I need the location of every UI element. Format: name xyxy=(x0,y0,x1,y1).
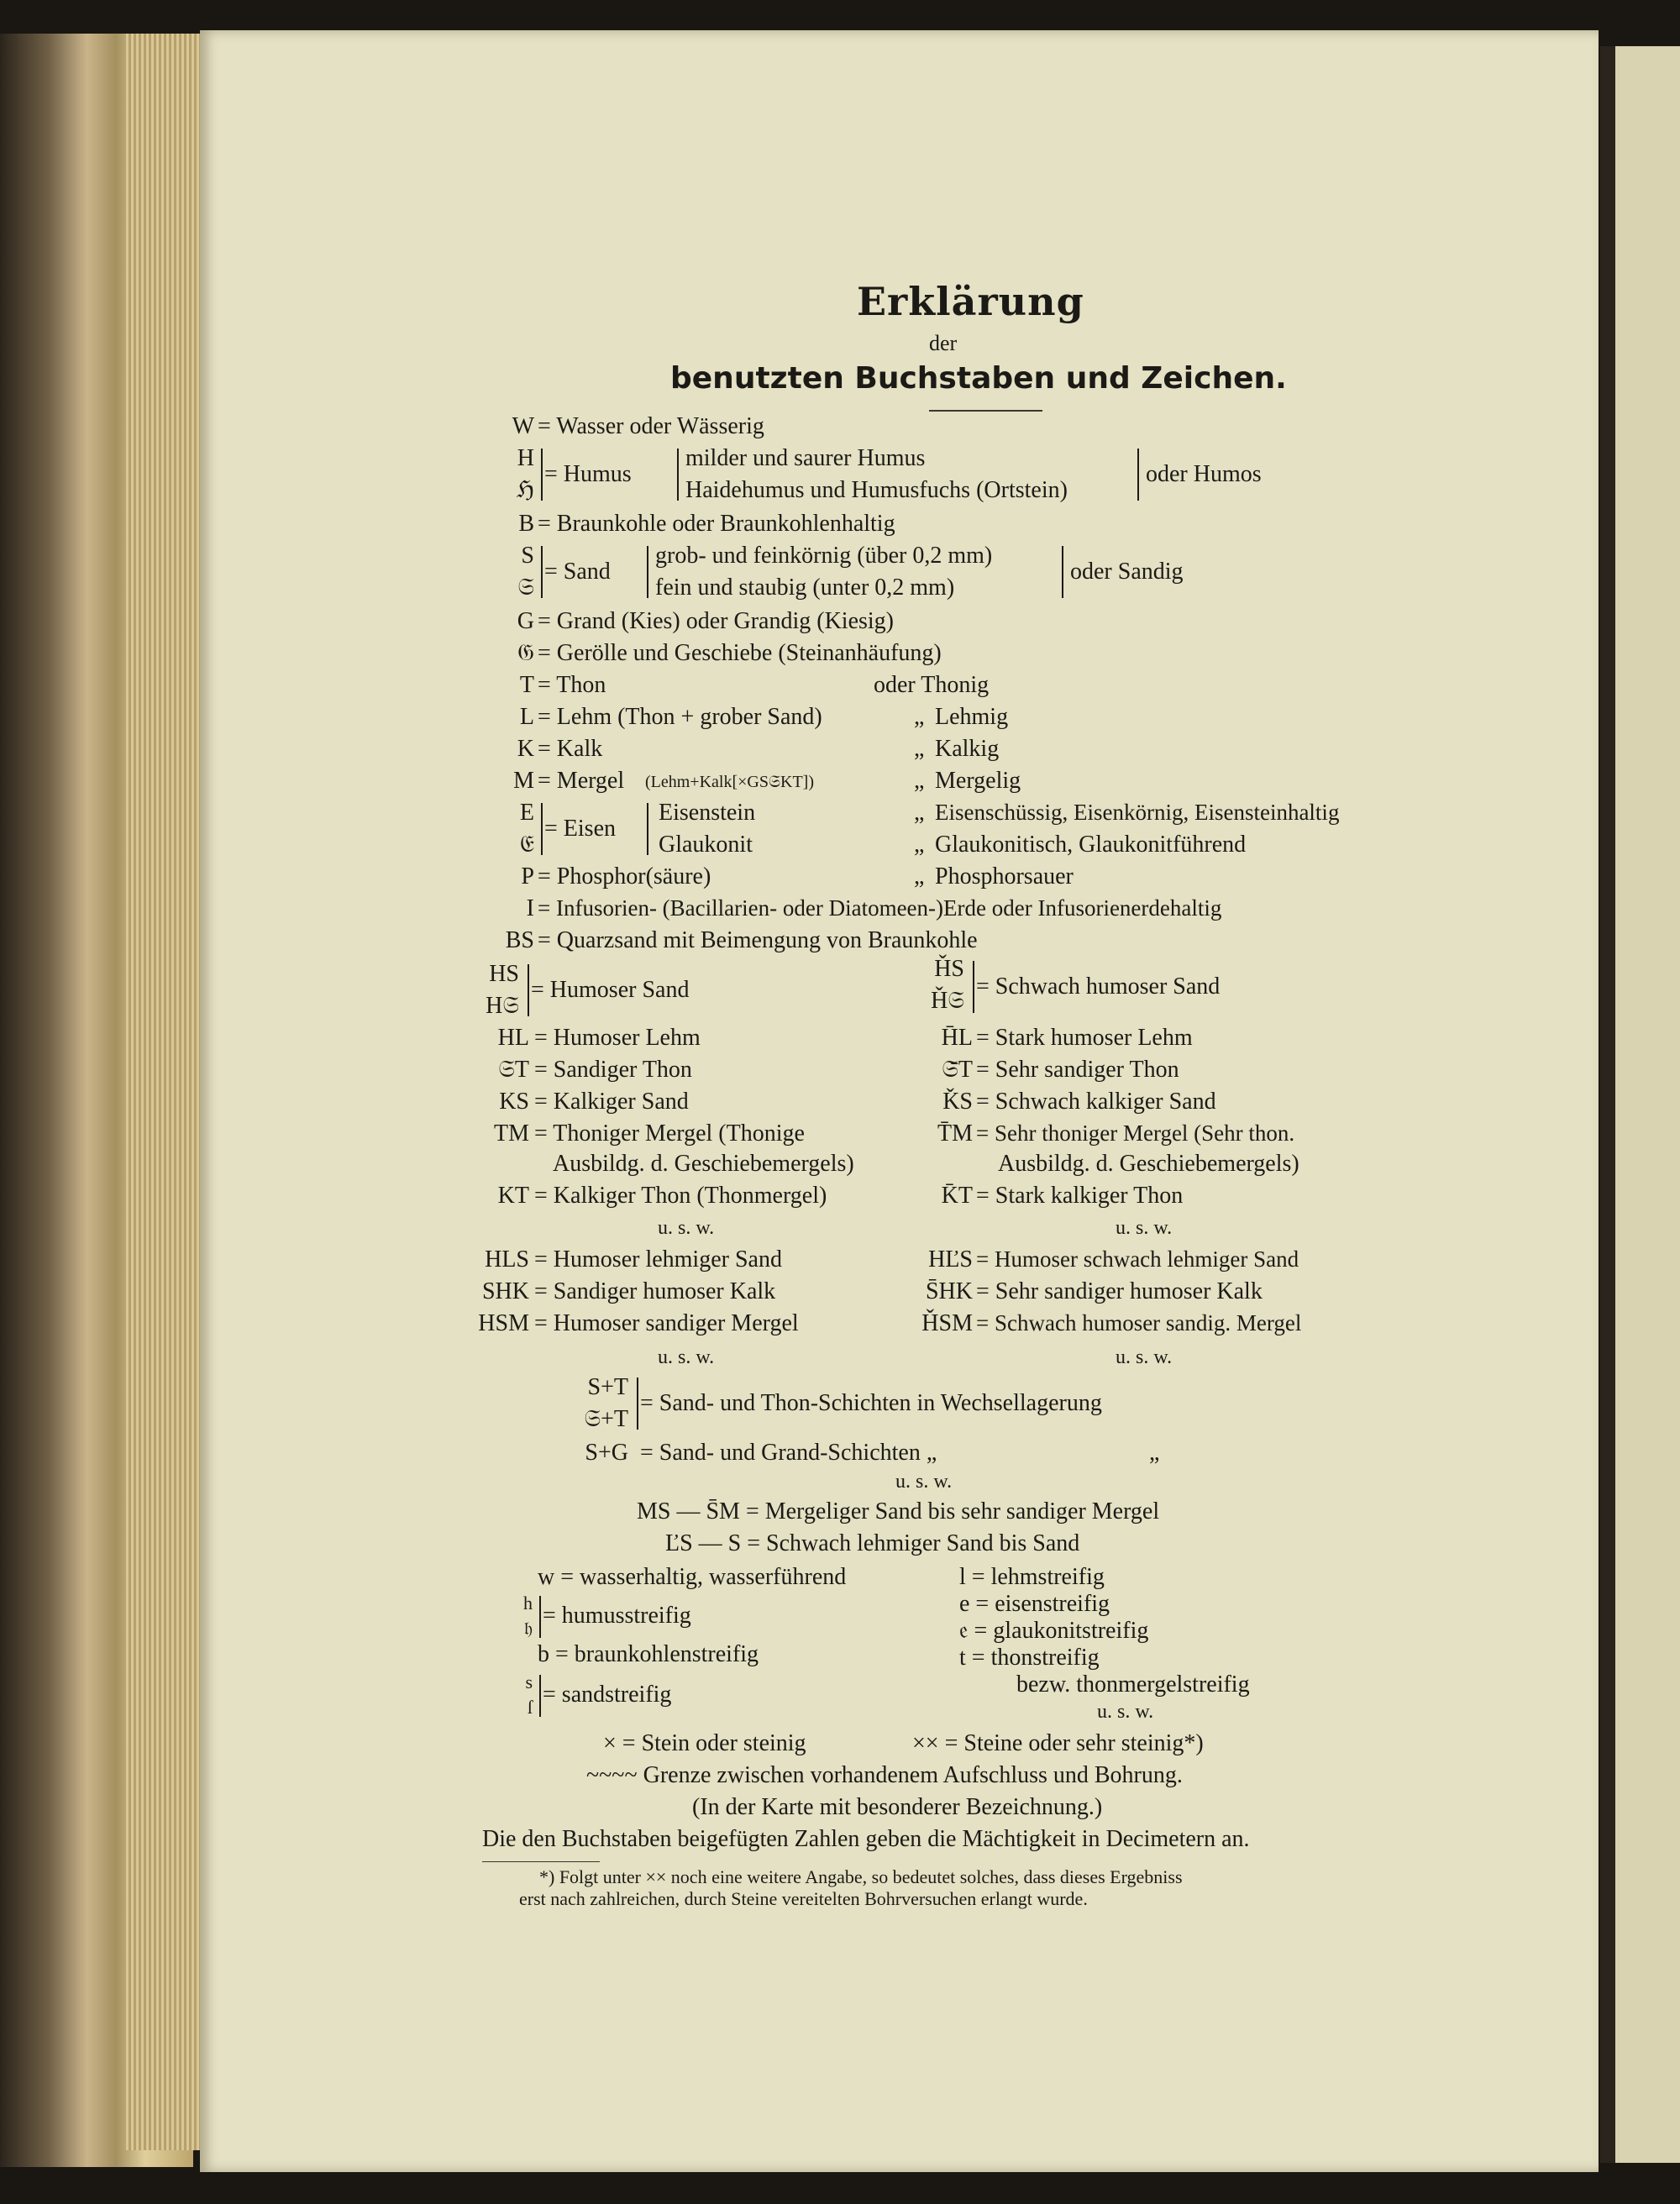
symbol-e: E xyxy=(519,800,534,826)
brace xyxy=(647,546,654,598)
text-humus: = Humus xyxy=(544,461,632,487)
book-page xyxy=(200,30,1599,2172)
ditto-mark: „ xyxy=(1149,1440,1160,1466)
combo-left-tm-text-2: Ausbildg. d. Geschiebemergels) xyxy=(553,1151,854,1177)
eisen-adjective-1: Eisenschüssig, Eisenkörnig, Eisensteinhaltig xyxy=(935,800,1340,825)
brace xyxy=(677,449,684,501)
combo-right-hsm-text: = Schwach humoser sandig. Mergel xyxy=(976,1310,1302,1336)
brace xyxy=(968,961,974,1013)
footnote-line-1: *) Folgt unter ×× noch eine weitere Angabe, so bedeutet solches, dass dieses Ergebniss xyxy=(539,1866,1183,1887)
streak-usw: u. s. w. xyxy=(1097,1701,1154,1723)
combo-right-hs-text: = Schwach humoser Sand xyxy=(976,973,1221,1000)
ditto-mark: „ xyxy=(914,768,925,794)
combo-left-shk-text: = Sandiger humoser Kalk xyxy=(534,1278,776,1304)
symbol-s: S xyxy=(521,543,534,569)
combo-left-hs-2: H𝔖 xyxy=(486,993,519,1019)
combo-left-kt: KT xyxy=(497,1183,529,1209)
text-k: = Kalk xyxy=(538,736,603,762)
combo-left-ks-text: = Kalkiger Sand xyxy=(534,1089,689,1115)
streak-l: l = lehmstreifig xyxy=(959,1564,1105,1590)
combo-left-hls: HLS xyxy=(485,1246,529,1273)
adjective-l: Lehmig xyxy=(935,704,1009,730)
combo-left-hl-text: = Humoser Lehm xyxy=(534,1025,701,1051)
text-w: = Wasser oder Wässerig xyxy=(538,413,764,439)
combo-right-hs-1: ȞS xyxy=(934,956,964,982)
text-b: = Braunkohle oder Braunkohlenhaltig xyxy=(538,511,895,537)
combo-right-kt-text: = Stark kalkiger Thon xyxy=(976,1183,1184,1209)
symbol-b: B xyxy=(518,511,534,537)
humus-option-1: milder und saurer Humus xyxy=(685,445,926,471)
text-m: = Mergel xyxy=(538,768,625,794)
combo-right-shk-text: = Sehr sandiger humoser Kalk xyxy=(976,1278,1263,1304)
combo-left-usw-2: u. s. w. xyxy=(658,1346,715,1368)
text-sand: = Sand xyxy=(544,559,611,585)
brace xyxy=(536,803,543,855)
brace xyxy=(647,803,654,855)
streak-t: t = thonstreifig xyxy=(959,1645,1100,1671)
combo-left-hsm: HSM xyxy=(478,1310,529,1336)
layer-ms-line: MS — S̄M = Mergeliger Sand bis sehr sandiger Mergel xyxy=(637,1498,1160,1524)
eisen-option-2: Glaukonit xyxy=(659,832,753,858)
ditto-mark: „ xyxy=(914,736,925,762)
combo-right-hl-text: = Stark humoser Lehm xyxy=(976,1025,1193,1051)
brace xyxy=(1132,449,1139,501)
layer-st-2: 𝔖+T xyxy=(584,1406,628,1432)
footnote-line-2: erst nach zahlreichen, durch Steine vereitelten Bohrversuchen erlangt wurde. xyxy=(519,1888,1088,1909)
humus-adjective: oder Humos xyxy=(1146,461,1262,487)
adjective-t: oder Thonig xyxy=(874,672,990,698)
text-i: = Infusorien- (Bacillarien- oder Diatomeen-)Erde oder Infusorienerdehaltig xyxy=(538,895,1222,921)
sand-option-2: fein und staubig (unter 0,2 mm) xyxy=(655,575,955,601)
combo-left-st-text: = Sandiger Thon xyxy=(534,1057,692,1083)
combo-right-usw-2: u. s. w. xyxy=(1116,1346,1173,1368)
symbol-l: L xyxy=(519,704,534,730)
streak-t-2: bezw. thonmergelstreifig xyxy=(1016,1671,1250,1698)
symbol-g: G xyxy=(517,608,534,634)
symbol-k: K xyxy=(517,736,534,762)
combo-right-ks: ǨS xyxy=(942,1089,973,1115)
eisen-adjective-2: Glaukonitisch, Glaukonitführend xyxy=(935,832,1247,858)
numbers-note: Die den Buchstaben beigefügten Zahlen geben die Mächtigkeit in Decimetern an. xyxy=(482,1826,1250,1852)
ditto-mark: „ xyxy=(914,863,925,889)
stone-double: ×× = Steine oder sehr steinig*) xyxy=(912,1730,1204,1756)
layer-st-1: S+T xyxy=(587,1374,628,1400)
streak-h-fraktur: 𝔥 xyxy=(523,1618,533,1639)
boundary-note: ~~~~ Grenze zwischen vorhandenem Aufschluss und Bohrung. xyxy=(586,1762,1183,1788)
combo-right-usw-1: u. s. w. xyxy=(1116,1217,1173,1239)
symbol-t: T xyxy=(519,672,534,698)
brace xyxy=(536,449,543,501)
adjective-k: Kalkig xyxy=(935,736,1000,762)
combo-right-shk: S̄HK xyxy=(925,1278,973,1304)
combo-right-tm-text: = Sehr thoniger Mergel (Sehr thon. xyxy=(976,1120,1295,1146)
streak-e: e = eisenstreifig xyxy=(959,1591,1110,1617)
combo-right-kt: K̄T xyxy=(941,1183,973,1209)
combo-right-ks-text: = Schwach kalkiger Sand xyxy=(976,1089,1216,1115)
combo-right-st-text: = Sehr sandiger Thon xyxy=(976,1057,1179,1083)
combo-right-hsm: ȞSM xyxy=(921,1310,973,1336)
symbol-s-fraktur: 𝔖 xyxy=(517,575,534,601)
layer-sg: S+G xyxy=(585,1440,628,1466)
combo-right-hls-text: = Humoser schwach lehmiger Sand xyxy=(976,1246,1299,1272)
stone-single: × = Stein oder steinig xyxy=(603,1730,806,1756)
mergel-formula: (Lehm+Kalk[×GS𝔖KT]) xyxy=(645,773,814,791)
streak-h-symbol: h xyxy=(523,1593,533,1614)
ditto-mark: „ xyxy=(914,704,925,730)
combo-right-tm: T̄M xyxy=(937,1120,973,1147)
symbol-p: P xyxy=(521,863,534,889)
combo-right-hls: HĽS xyxy=(928,1246,973,1273)
layer-usw: u. s. w. xyxy=(895,1471,953,1493)
symbol-h-fraktur: ℌ xyxy=(516,477,534,503)
brace xyxy=(534,1675,541,1717)
text-t: = Thon xyxy=(538,672,606,698)
streak-s-text: = sandstreifig xyxy=(543,1682,672,1708)
text-g: = Grand (Kies) oder Grandig (Kiesig) xyxy=(538,608,894,634)
footnote-rule xyxy=(482,1861,600,1862)
title-der: der xyxy=(929,331,958,355)
symbol-m: M xyxy=(513,768,534,794)
brace xyxy=(522,964,529,1016)
sand-option-1: grob- und feinkörnig (über 0,2 mm) xyxy=(655,543,993,569)
brace xyxy=(632,1378,638,1430)
symbol-h: H xyxy=(517,445,534,471)
combo-left-hls-text: = Humoser lehmiger Sand xyxy=(534,1246,782,1273)
combo-left-ks: KS xyxy=(499,1089,529,1115)
symbol-i: I xyxy=(526,895,534,921)
symbol-w: W xyxy=(512,413,534,439)
combo-right-hs-2: Ȟ𝔖 xyxy=(931,988,964,1014)
layer-ls-line: ĽS — S = Schwach lehmiger Sand bis Sand xyxy=(665,1530,1080,1556)
combo-right-tm-text-2: Ausbildg. d. Geschiebemergels) xyxy=(998,1151,1299,1177)
text-bs: = Quarzsand mit Beimengung von Braunkohle xyxy=(538,927,978,953)
eisen-option-1: Eisenstein xyxy=(659,800,756,826)
brace xyxy=(534,1596,541,1638)
text-eisen: = Eisen xyxy=(544,816,616,842)
streak-b: b = braunkohlenstreifig xyxy=(538,1641,759,1667)
ditto-mark: „ xyxy=(914,832,925,858)
symbol-e-fraktur: 𝔈 xyxy=(519,832,534,858)
page-subtitle: benutzten Buchstaben und Zeichen. xyxy=(670,361,1287,396)
combo-left-tm-text: = Thoniger Mergel (Thonige xyxy=(534,1120,805,1147)
symbol-bs: BS xyxy=(505,927,534,953)
layer-sg-text: = Sand- und Grand-Schichten „ xyxy=(640,1440,937,1466)
combo-left-hs-text: = Humoser Sand xyxy=(531,977,690,1003)
combo-left-usw-1: u. s. w. xyxy=(658,1217,715,1239)
map-note: (In der Karte mit besonderer Bezeichnung.) xyxy=(692,1794,1103,1820)
combo-left-kt-text: = Kalkiger Thon (Thonmergel) xyxy=(534,1183,827,1209)
brace xyxy=(1057,546,1063,598)
combo-left-hsm-text: = Humoser sandiger Mergel xyxy=(534,1310,799,1336)
text-g-fraktur: = Gerölle und Geschiebe (Steinanhäufung) xyxy=(538,640,942,666)
streak-s-long: ſ xyxy=(527,1697,533,1718)
streak-h-text: = humusstreifig xyxy=(543,1603,691,1629)
humus-option-2: Haidehumus und Humusfuchs (Ortstein) xyxy=(685,477,1068,503)
combo-right-hl: H̄L xyxy=(941,1025,973,1051)
streak-w: w = wasserhaltig, wasserführend xyxy=(538,1564,847,1590)
streak-s-symbol: s xyxy=(525,1671,533,1692)
combo-left-hl: HL xyxy=(497,1025,529,1051)
text-p: = Phosphor(säure) xyxy=(538,863,711,889)
page-title: Erklärung xyxy=(857,279,1084,324)
adjective-m: Mergelig xyxy=(935,768,1021,794)
ditto-mark: „ xyxy=(914,800,925,826)
streak-e-fraktur: 𝔢 = glaukonitstreifig xyxy=(959,1618,1149,1644)
combo-right-st: 𝔖̄T xyxy=(942,1057,973,1083)
page-edges xyxy=(126,34,206,2150)
symbol-g-fraktur: 𝔊 xyxy=(517,640,534,666)
text-l: = Lehm (Thon + grober Sand) xyxy=(538,704,822,730)
combo-left-shk: SHK xyxy=(481,1278,529,1304)
brace xyxy=(536,546,543,598)
sand-adjective: oder Sandig xyxy=(1070,559,1184,585)
combo-left-st: 𝔖T xyxy=(498,1057,529,1083)
facing-page-edge xyxy=(1600,46,1680,2163)
adjective-p: Phosphorsauer xyxy=(935,863,1074,889)
title-rule xyxy=(929,410,1042,412)
combo-left-tm: TM xyxy=(494,1120,529,1147)
layer-st-text: = Sand- und Thon-Schichten in Wechsellagerung xyxy=(640,1390,1102,1416)
combo-left-hs-1: HS xyxy=(489,961,519,987)
